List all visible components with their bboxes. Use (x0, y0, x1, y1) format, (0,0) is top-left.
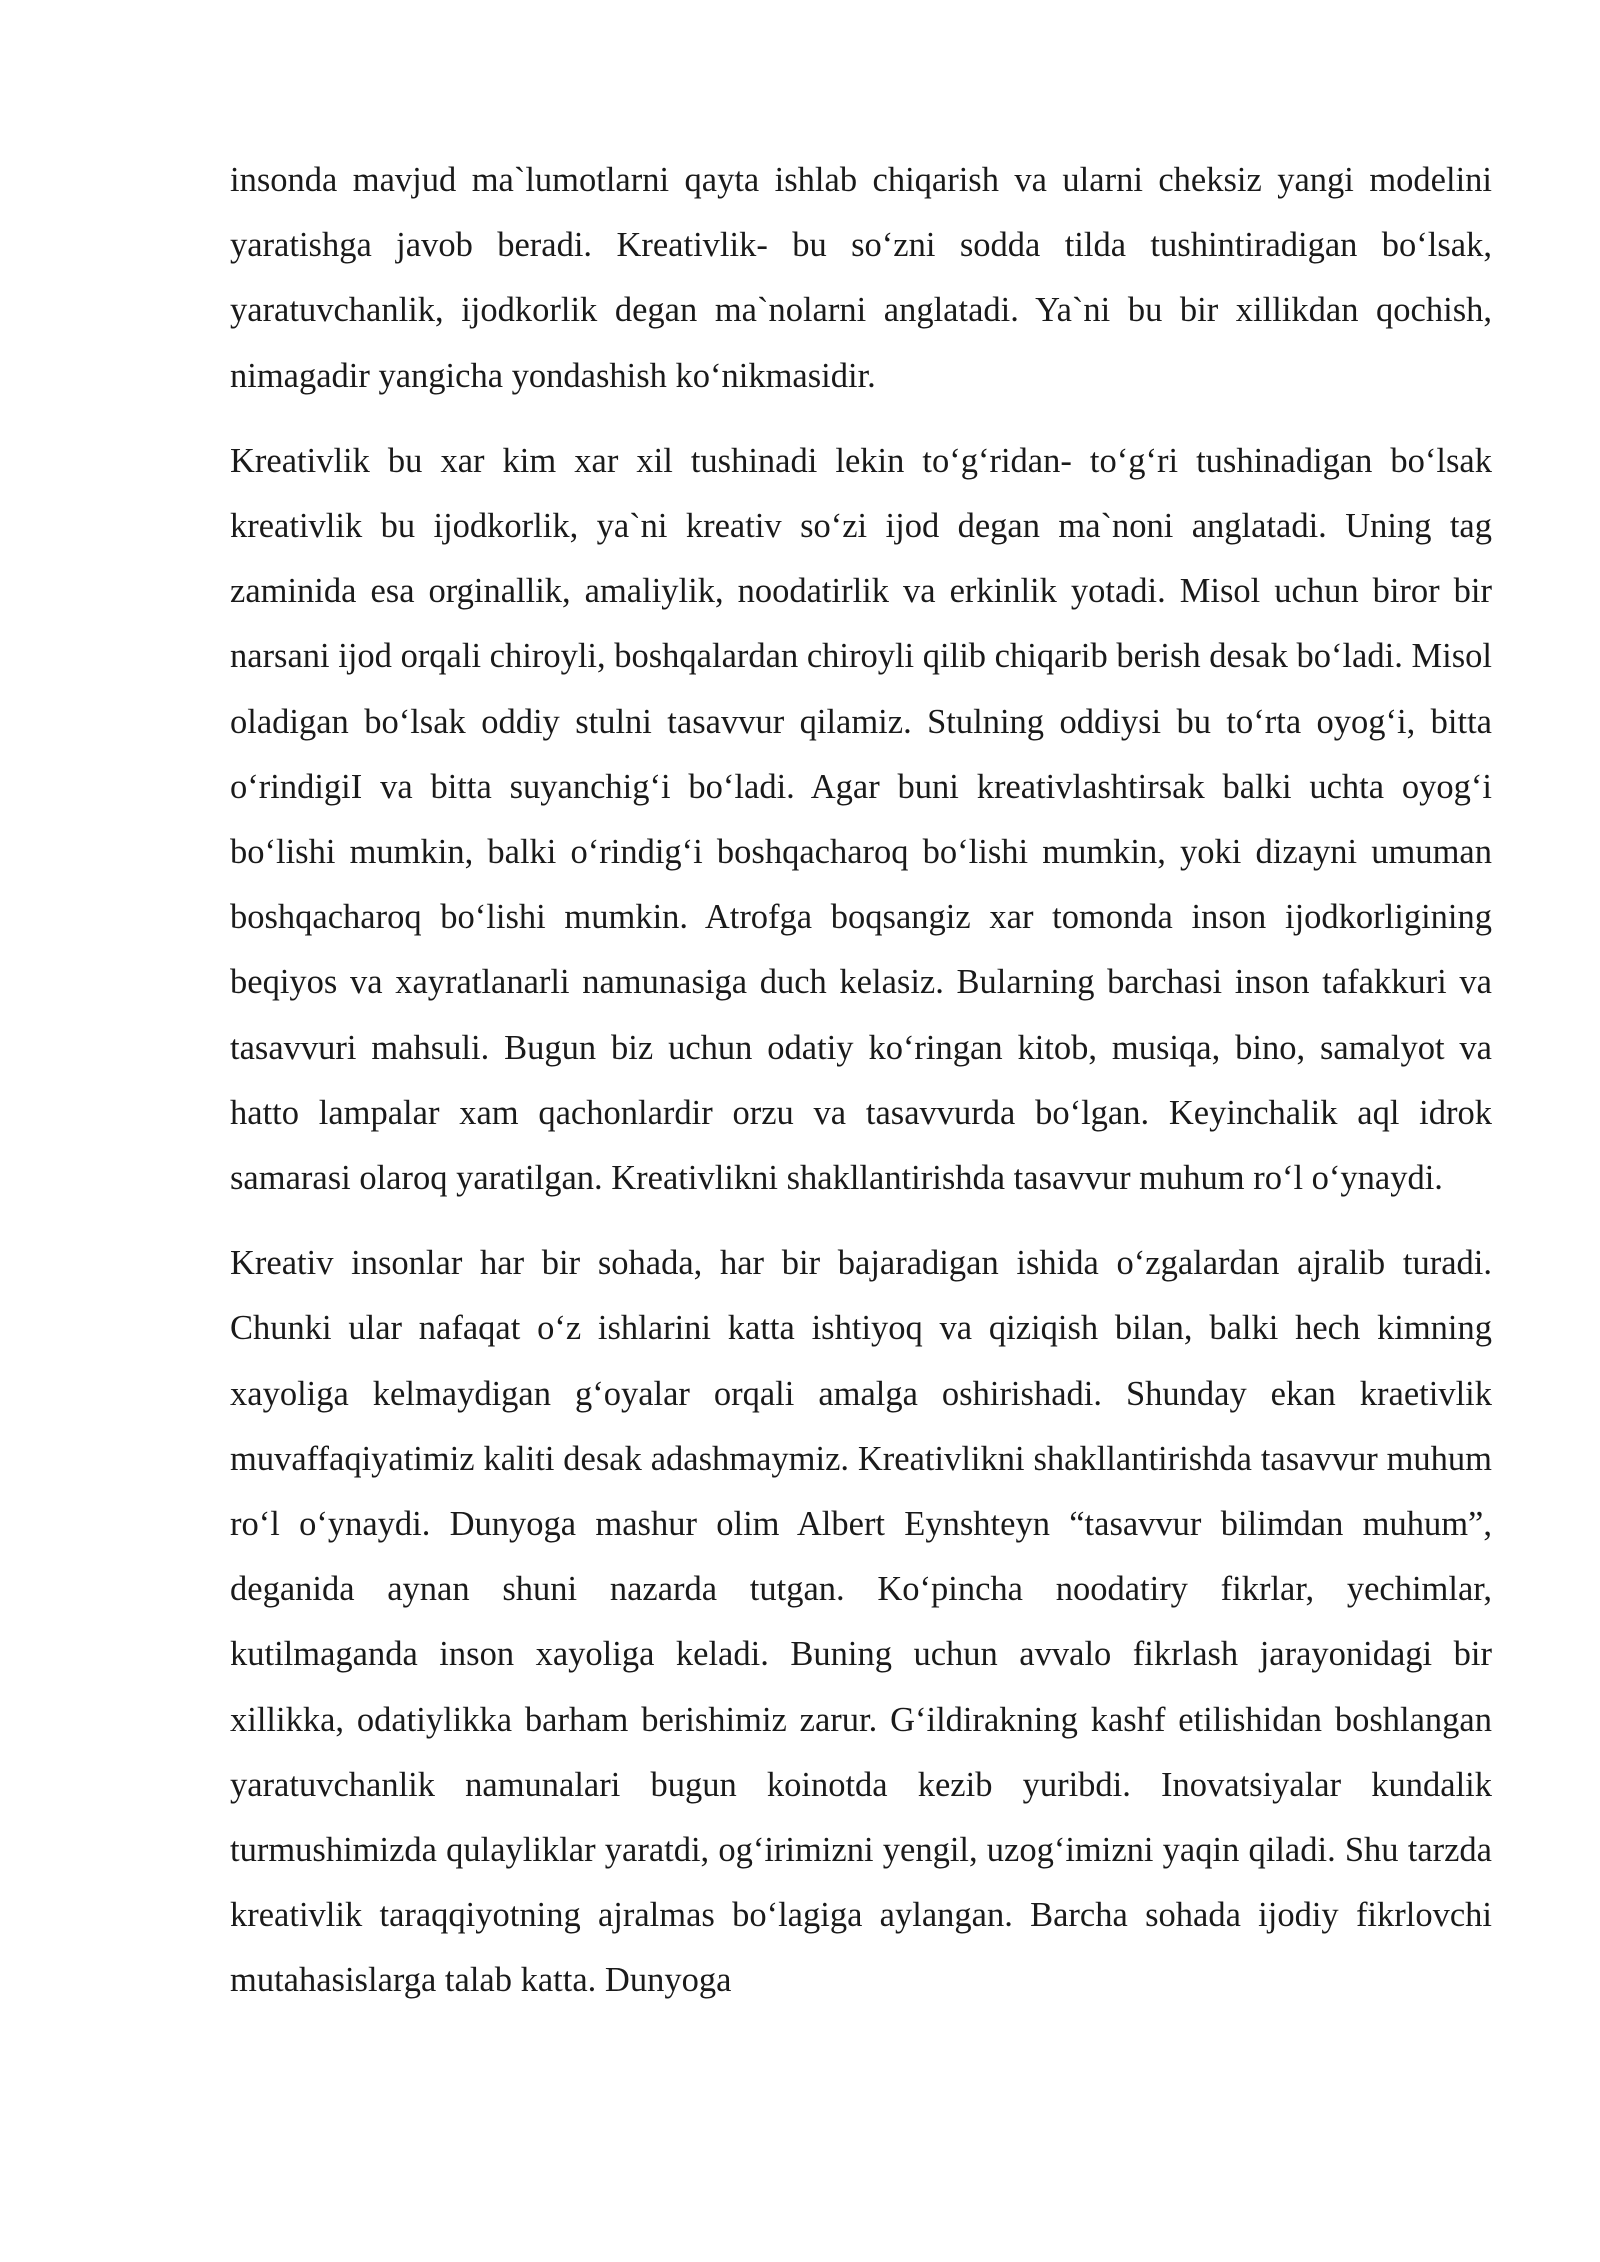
paragraph-3: Kreativ insonlar har bir sohada, har bir bajaradigan ishida o‘zgalardan ajralib turadi. Chunki ular nafaqat o‘z ishlarini katta ishtiyoq va qiziqish bilan, balki hech kimning xayoliga kelmaydigan g‘oyalar orqali amalga oshirishadi. Shunday ekan kraetivlik muvaffaqiyatimiz kaliti desak adashmaymiz. Kreativlikni shakllantirishda tasavvur muhum ro‘l o‘ynaydi. Dunyoga mashur olim Albert Eynshteyn “tasavvur bilimdan muhum”, deganida aynan shuni nazarda tutgan. Ko‘pincha noodatiry fikrlar, yechimlar, kutilmaganda inson xayoliga keladi. Buning uchun avvalo fikrlash jarayonidagi bir xillikka, odatiylikka barham berishimiz zarur. G‘ildirakning kashf etilishidan boshlangan yaratuvchanlik namunalari bugun koinotda kezib yuribdi. Inovatsiyalar kundalik turmushimizda qulayliklar yaratdi, og‘irimizni yengil, uzog‘imizni yaqin qiladi. Shu tarzda kreativlik taraqqiyotning ajralmas bo‘lagiga aylangan. Barcha sohada ijodiy fikrlovchi mutahasislarga talab katta. Dunyoga (230, 1244, 1492, 2000)
body-text (230, 148, 1492, 2034)
paragraph-2: Kreativlik bu xar kim xar xil tushinadi lekin to‘g‘ridan- to‘g‘ri tushinadigan bo‘lsak kreativlik bu ijodkorlik, ya`ni kreativ so‘zi ijod degan ma`noni anglatadi. Uning tag zaminida esa orginallik, amaliylik, noodatirlik va erkinlik yotadi. Misol uchun biror bir narsani ijod orqali chiroyli, boshqalardan chiroyli qilib chiqarib berish desak bo‘ladi. Misol oladigan bo‘lsak oddiy stulni tasavvur qilamiz. Stulning oddiysi bu to‘rta oyog‘i, bitta o‘rindigiI va bitta suyanchig‘i bo‘ladi. Agar buni kreativlashtirsak balki uchta oyog‘i bo‘lishi mumkin, balki o‘rindig‘i boshqacharoq bo‘lishi mumkin, yoki dizayni umuman boshqacharoq bo‘lishi mumkin. Atrofga boqsangiz xar tomonda inson ijodkorligining beqiyos va xayratlanarli namunasiga duch kelasiz. Bularning barchasi inson tafakkuri va tasavvuri mahsuli. Bugun biz uchun odatiy ko‘ringan kitob, musiqa, bino, samalyot va hatto lampalar xam qachonlardir orzu va tasavvurda bo‘lgan. Keyinchalik aql idrok samarasi olaroq yaratilgan. Kreativlikni shakllantirishda tasavvur muhum ro‘l o‘ynaydi. (230, 441, 1492, 1198)
paragraph-1: insonda mavjud ma`lumotlarni qayta ishlab chiqarish va ularni cheksiz yangi modelini yaratishga javob beradi. Kreativlik- bu so‘zni sodda tilda tushintiradigan bo‘lsak, yaratuvchanlik, ijodkorlik degan ma`nolarni anglatadi. Ya`ni bu bir xillikdan qochish, nimagadir yangicha yondashish ko‘nikmasidir. (230, 161, 1492, 395)
